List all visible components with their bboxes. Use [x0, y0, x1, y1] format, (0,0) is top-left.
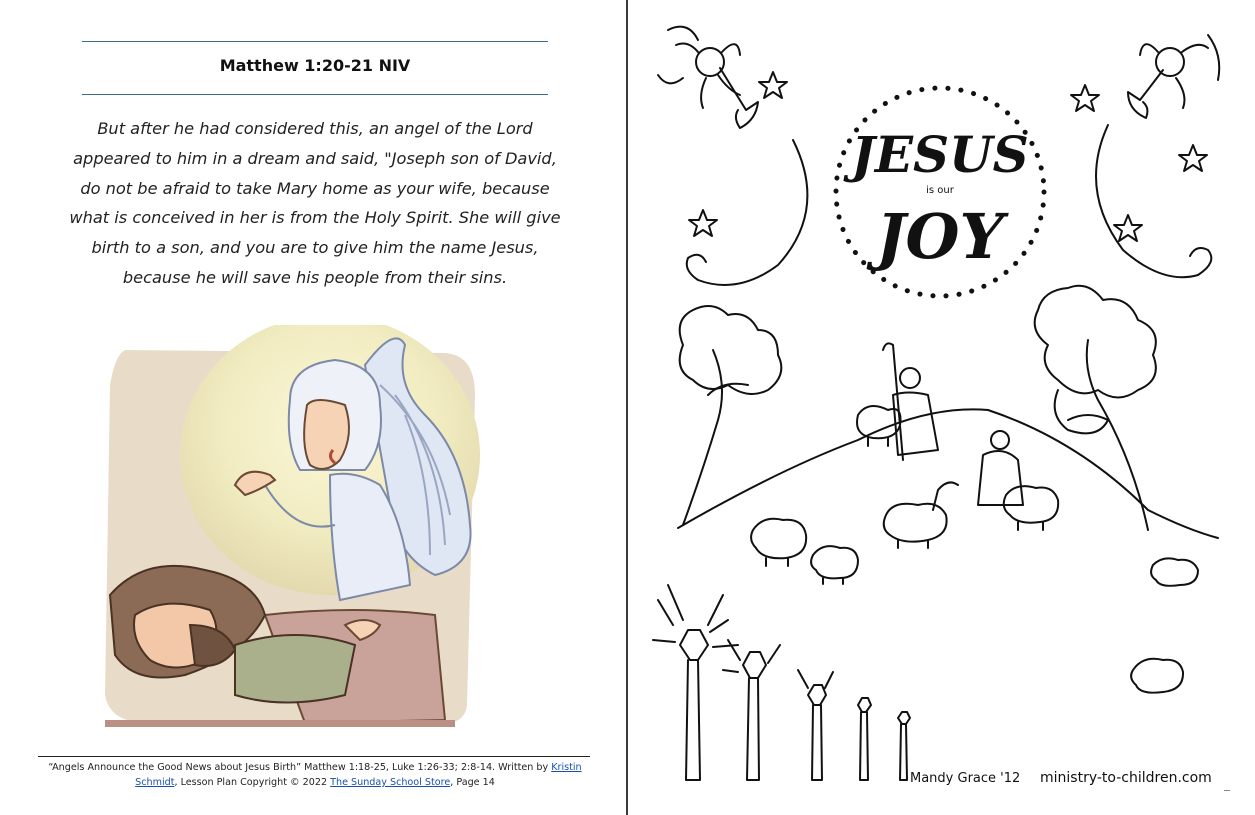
artist-signature: Mandy Grace '12 [910, 771, 1021, 786]
angel-left-icon [658, 27, 758, 128]
angel-joseph-illustration [95, 325, 515, 730]
verse-line: because he will save his people from their sins. [122, 267, 508, 287]
sheep-icon [811, 546, 858, 584]
tree-left-icon [680, 306, 782, 525]
lamp-post-icon [798, 670, 833, 780]
tree-right-icon [1035, 286, 1156, 530]
footer-text: “Angels Announce the Good News about Jesus Birth” Matthew 1:18-25, Luke 1:26-33; 2:8-14. Written by [48, 762, 552, 773]
lamp-post-icon [898, 712, 910, 780]
store-link[interactable]: The Sunday School Store [330, 777, 451, 788]
verse-line: But after he had considered this, an angel of the Lord [97, 119, 533, 138]
star-icon [1179, 145, 1207, 171]
coloring-page-illustration [628, 0, 1255, 815]
star-icon [1071, 85, 1099, 111]
lamp-post-icon [723, 640, 780, 780]
page-number: , Page 14 [450, 777, 495, 788]
sheep-icon [1131, 659, 1183, 693]
author-link[interactable]: Kristin [551, 762, 582, 773]
heading-rule-bottom [82, 94, 548, 95]
copyright-footer [30, 760, 600, 790]
lamp-post-icon [858, 698, 871, 780]
sheep-icon [1151, 558, 1198, 585]
verse-line: birth to a son, and you are to give him the name Jesus, [91, 238, 539, 258]
hill-outline [678, 409, 1218, 538]
sheep-icon [751, 519, 806, 566]
sheep-icon [884, 504, 947, 548]
right-page [628, 0, 1255, 815]
title-joy: JOY [876, 200, 1004, 273]
angel-right-icon [1128, 35, 1219, 118]
scripture-heading: Matthew 1:20-21 NIV [219, 56, 411, 75]
star-icon [759, 72, 787, 98]
lamp-post-icon [653, 585, 738, 780]
verse-line: what is conceived in her is from the Holy Spirit. She will give [69, 208, 561, 228]
heading-rule-top [82, 41, 548, 42]
verse-line: do not be afraid to take Mary home as your wife, because [80, 178, 550, 198]
page-corner-mark [1224, 790, 1230, 791]
footer-text: , Lesson Plan Copyright © 2022 [174, 777, 331, 788]
shepherd-icon [883, 343, 938, 460]
left-page [0, 0, 626, 815]
verse-line: appeared to him in a dream and said, "Joseph son of David, [73, 148, 557, 168]
sheep-icon [1004, 486, 1058, 530]
title-is-our: is our [926, 185, 954, 196]
star-icon [1114, 215, 1142, 241]
shepherd-icon [933, 431, 1023, 510]
author-link[interactable]: Schmidt [135, 777, 175, 788]
star-icon [689, 210, 717, 236]
footer-rule [38, 756, 590, 757]
website-label: ministry-to-children.com [1040, 770, 1212, 786]
title-jesus: JESUS [851, 125, 1029, 184]
scripture-text [40, 114, 590, 293]
